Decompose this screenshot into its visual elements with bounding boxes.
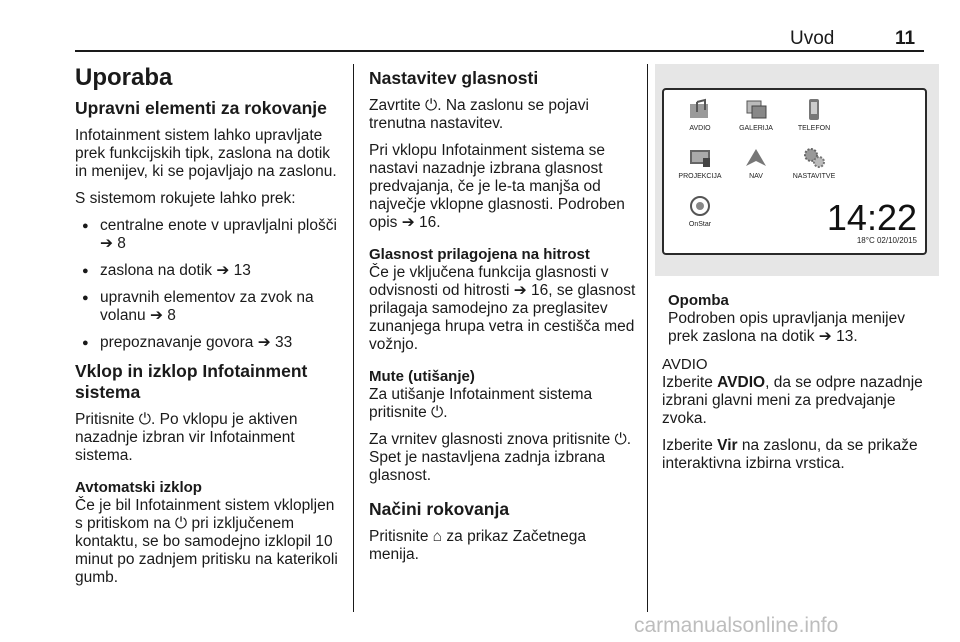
volume-paragraph: Zavrtite ⏻. Na zaslonu se pojavi trenutna nastavitev.: [369, 97, 589, 132]
navigation-icon: [744, 146, 768, 170]
running-header-title: Uvod: [790, 28, 835, 49]
speed-volume-heading: Glasnost prilagojena na hitrost: [369, 246, 590, 263]
modes-paragraph: Pritisnite ⌂ za prikaz Začetnega menija.: [369, 528, 586, 563]
avdio-heading: AVDIO: [662, 356, 708, 373]
operation-paragraph: S sistemom rokujete lahko prek:: [75, 190, 296, 207]
settings-gear-icon: [802, 146, 826, 170]
app-nav: NAV: [726, 146, 786, 180]
gallery-icon: [744, 98, 768, 122]
app-phone: TELEFON: [784, 98, 844, 132]
auto-off-paragraph: Če je bil Infotainment sistem vklopljen s pritiskom na ⏻ pri izključenem kontaktu, se bo samodejno izklopil 10 minut po zadnjem pritisku na katerikoli gumb.: [75, 497, 338, 586]
app-settings: NASTAVITVE: [784, 146, 844, 180]
section-title: Uporaba: [75, 64, 173, 91]
onstar-icon: [688, 194, 712, 218]
column-3: [662, 356, 937, 482]
intro-paragraph: Infotainment sistem lahko upravljate prek funkcijskih tipk, zaslona na dotik in menijev, ki se pojavljajo na zaslonu.: [75, 127, 337, 180]
page-number: 11: [895, 28, 916, 49]
auto-off-heading: Avtomatski izklop: [75, 479, 202, 496]
operation-list: [75, 217, 343, 352]
app-projection: PROJEKCIJA: [670, 146, 730, 180]
speed-volume-paragraph: Če je vključena funkcija glasnosti v odvisnosti od hitrosti ➔ 16, se glasnost prilagaja samodejno za preglasitev zunanjega hrupa vetra in cestišča med vožnjo.: [369, 264, 636, 353]
mute-paragraph: Za utišanje Infotainment sistema pritisnite ⏻.: [369, 386, 593, 421]
note-title: Opomba: [668, 292, 729, 309]
mute-heading: Mute (utišanje): [369, 368, 475, 385]
onoff-paragraph: Pritisnite ⏻. Po vklopu je aktiven nazadnje izbran vir Infotainment sistema.: [75, 411, 298, 464]
watermark: carmanualsonline.info: [634, 614, 839, 637]
source-paragraph: Izberite Vir na zaslonu, da se prikaže interaktivna izbirna vrstica.: [662, 437, 918, 472]
list-item: ● zaslona na dotik ➔ 13: [75, 262, 343, 280]
note-text: Podroben opis upravljanja menijev prek zaslona na dotik ➔ 13.: [668, 310, 905, 345]
projection-icon: [688, 146, 712, 170]
column-divider-1: [353, 64, 354, 612]
onoff-heading: Vklop in izklop Infotainment sistema: [75, 361, 308, 402]
volume-detail-paragraph: Pri vklopu Infotainment sistema se nastavi nazadnje izbrana glasnost predvajanja, če je le-ta manjša od največje vklopne glasnosti. Podroben opis ➔ 16.: [369, 142, 625, 231]
app-audio: AVDIO: [670, 98, 730, 132]
modes-heading: Načini rokovanja: [369, 499, 510, 519]
list-item: ● upravnih elementov za zvok na volanu ➔ 8: [75, 289, 343, 325]
column-divider-2: [647, 64, 648, 612]
volume-heading: Nastavitev glasnosti: [369, 68, 539, 88]
header-rule: [75, 50, 924, 52]
phone-icon: [802, 98, 826, 122]
clock-time: 14:22: [826, 197, 917, 238]
controls-heading: Upravni elementi za rokovanje: [75, 98, 327, 118]
temperature-date: 18°C 02/10/2015: [856, 236, 917, 245]
note-box: [668, 292, 938, 346]
audio-icon: [688, 98, 712, 122]
app-onstar: OnStar: [670, 194, 730, 228]
column-1: [75, 64, 343, 596]
home-screen-illustration: [662, 88, 927, 255]
column-2: [369, 68, 637, 573]
unmute-paragraph: Za vrnitev glasnosti znova pritisnite ⏻. Spet je nastavljena zadnja izbrana glasnost.: [369, 431, 632, 484]
list-item: ● prepoznavanje govora ➔ 33: [75, 334, 343, 352]
avdio-paragraph: Izberite AVDIO, da se odpre nazadnje izbrani glavni meni za predvajanje zvoka.: [662, 374, 923, 427]
list-item: ● centralne enote v upravljalni plošči ➔ 8: [75, 217, 343, 253]
app-gallery: GALERIJA: [726, 98, 786, 132]
